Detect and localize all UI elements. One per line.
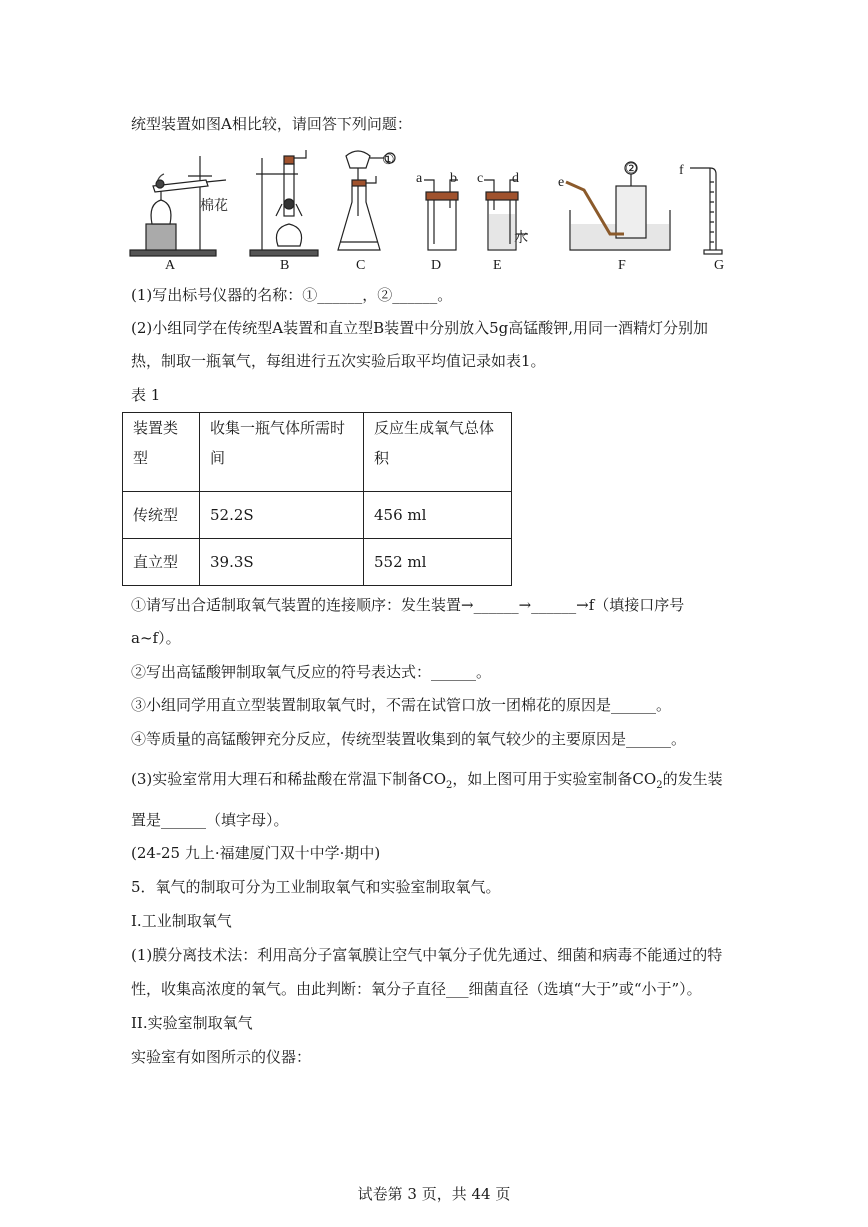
table-row <box>123 413 512 492</box>
part-2-text: 实验室有如图所示的仪器： <box>131 1048 312 1066</box>
question-source: (24-25 九上·福建厦门双十中学·期中) <box>131 844 381 862</box>
apparatus-d <box>424 180 458 250</box>
figure-label-d: D <box>431 258 442 273</box>
table-cell: 装置类 型 <box>123 413 200 492</box>
apparatus-b <box>250 150 318 256</box>
apparatus-f <box>566 162 670 250</box>
figure-label-f: F <box>618 258 626 273</box>
question-2-line-2: 热，制取一瓶氧气，每组进行五次实验后取平均值记录如表1。 <box>131 352 546 370</box>
part-1-line-2: 性，收集高浓度的氧气。由此判断：氧分子直径___细菌直径（选填“大于”或“小于”）。 <box>131 980 702 998</box>
question-3-line-1: (3)实验室常用大理石和稀盐酸在常温下制备$CO_2$，如上图可用于实验室制备$CO_2$的发生装 <box>131 770 723 791</box>
table-cell: 直立型 <box>123 539 200 586</box>
table-cell: 反应生成氧气总体 积 <box>364 413 512 492</box>
label-water: 水 <box>514 231 528 246</box>
figure-label-a: A <box>165 258 176 273</box>
table-cell: 收集一瓶气体所需时 间 <box>200 413 364 492</box>
figure-label-e: E <box>493 258 502 273</box>
question-3-line-2: 置是______（填字母）。 <box>131 811 289 829</box>
question-5: 5．氧气的制取可分为工业制取氧气和实验室制取氧气。 <box>131 878 501 896</box>
marker-2: ② <box>625 162 638 177</box>
part-1-heading: I.工业制取氧气 <box>131 912 232 930</box>
intro-text: 统型装置如图A相比较，请回答下列问题： <box>131 115 412 133</box>
figure-label-b: B <box>280 258 290 273</box>
port-d: d <box>512 171 519 186</box>
question-2-line-1: (2)小组同学在传统型A装置和直立型B装置中分别放入5g高锰酸钾,用同一酒精灯分别加 <box>131 319 709 337</box>
figure-label-c: C <box>356 258 366 273</box>
sub-question-4: ④等质量的高锰酸钾充分反应，传统型装置收集到的氧气较少的主要原因是______。 <box>131 730 687 748</box>
question-1: (1)写出标号仪器的名称：①______，②______。 <box>131 286 453 304</box>
sub-question-1-line-2: a~f）。 <box>131 629 181 647</box>
port-a: a <box>416 171 423 186</box>
sub-question-3: ③小组同学用直立型装置制取氧气时，不需在试管口放一团棉花的原因是______。 <box>131 696 672 714</box>
apparatus-g <box>690 168 722 254</box>
table-cell: 传统型 <box>123 492 200 539</box>
port-e: e <box>558 175 565 190</box>
table-cell: 552 ml <box>364 539 512 586</box>
port-c: c <box>477 171 484 186</box>
part-1-line-1: (1)膜分离技术法：利用高分子富氧膜让空气中氧分子优先通过、细菌和病毒不能通过的特 <box>131 946 723 964</box>
port-f: f <box>679 163 684 178</box>
marker-1: ① <box>382 153 395 168</box>
page-footer: 试卷第 3 页，共 44 页 <box>357 1185 511 1203</box>
label-cotton: 棉花 <box>200 199 228 214</box>
figure-label-g: G <box>714 258 725 273</box>
sub-question-1-line-1: ①请写出合适制取氧气装置的连接顺序：发生装置→______→______→f（填接口序号 <box>131 596 685 614</box>
table-row <box>123 492 512 539</box>
table-cell: 456 ml <box>364 492 512 539</box>
table-row <box>123 539 512 586</box>
sub-question-2: ②写出高锰酸钾制取氧气反应的符号表达式：______。 <box>131 663 492 681</box>
table-caption: 表 1 <box>131 386 161 404</box>
part-2-heading: II.实验室制取氧气 <box>131 1014 253 1032</box>
data-table <box>122 412 512 586</box>
table-cell: 39.3S <box>200 539 364 586</box>
table-cell: 52.2S <box>200 492 364 539</box>
port-b: b <box>450 171 457 186</box>
